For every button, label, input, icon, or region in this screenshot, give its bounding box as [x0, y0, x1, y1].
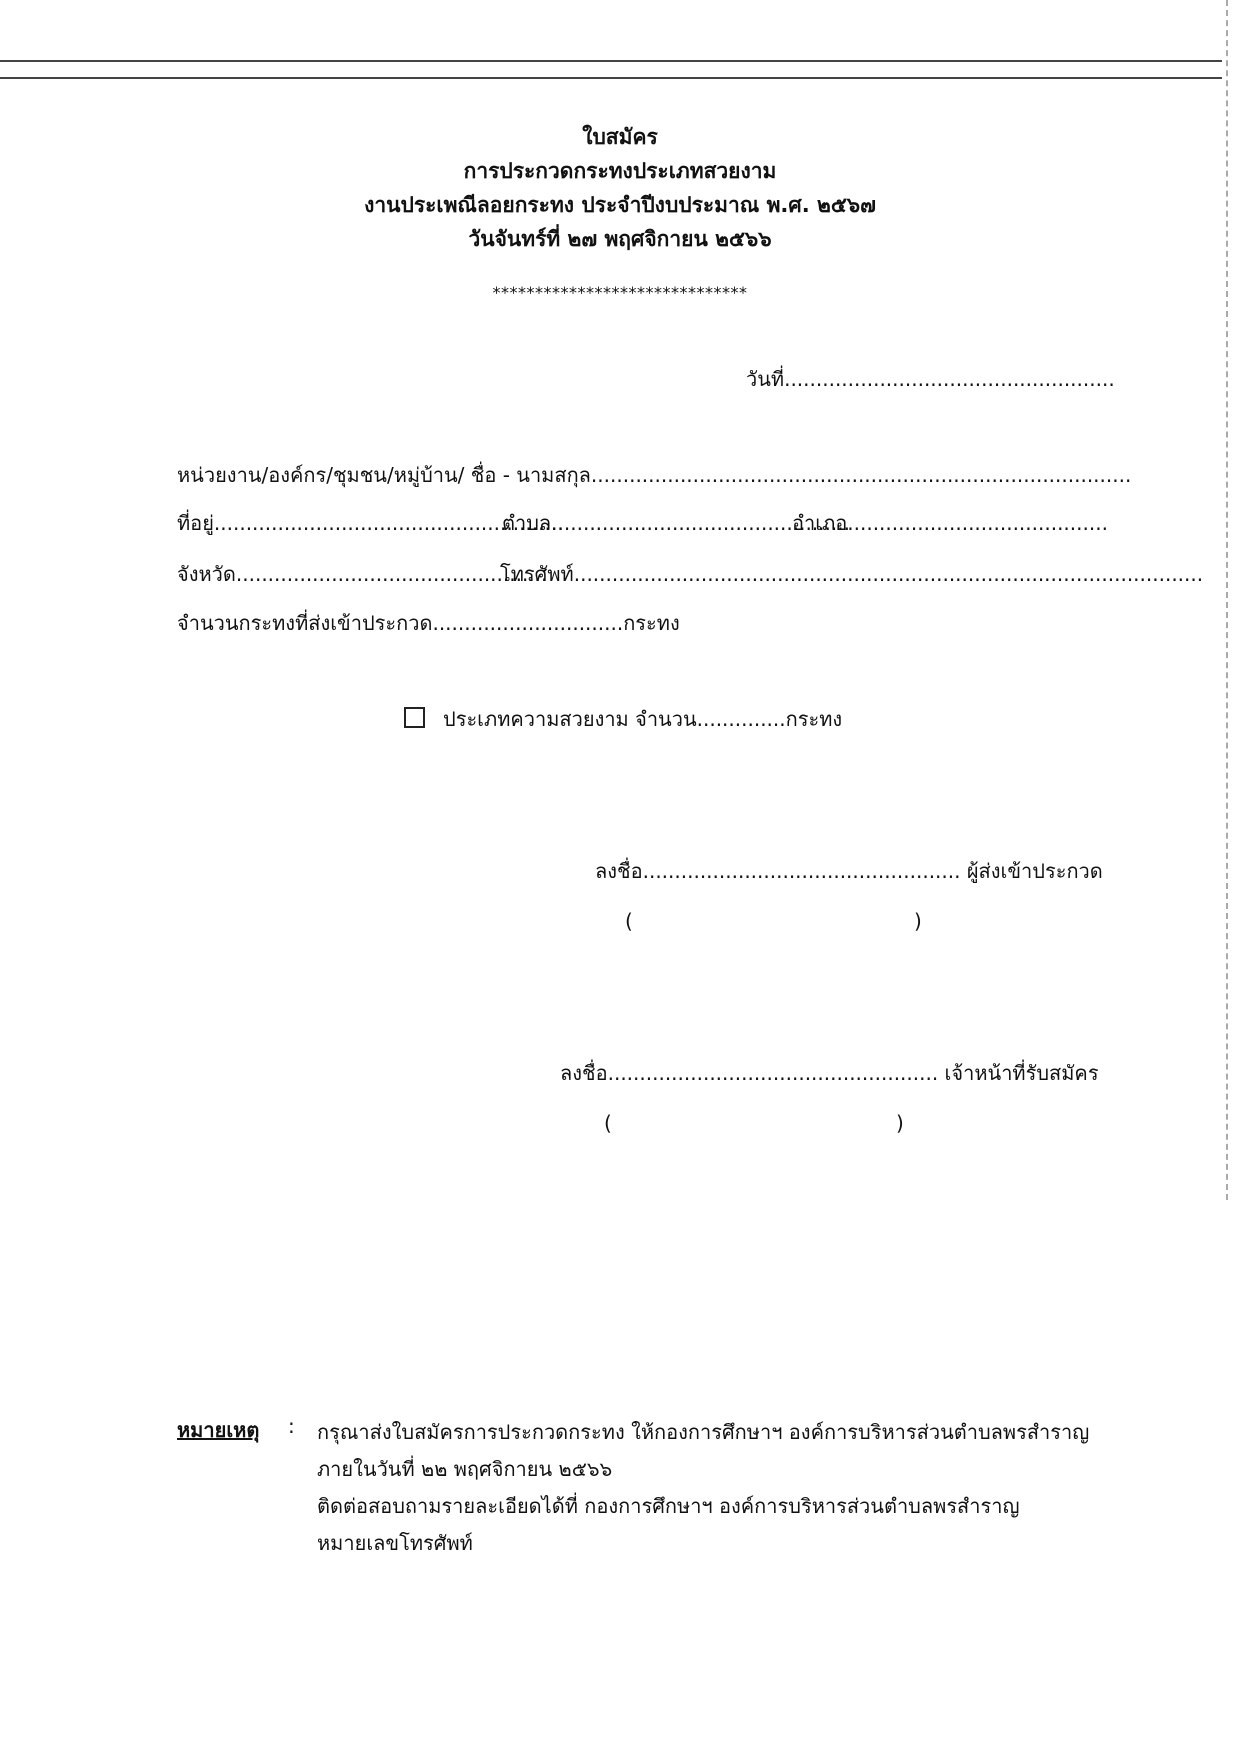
staff-signature-field[interactable]: ลงชื่อ.................................................... เจ้าหน้าที่รับสมัคร — [560, 1061, 1099, 1085]
star-divider: ****************************** — [492, 283, 748, 302]
event-name: งานประเพณีลอยกระทง ประจำปีงบประมาณ พ.ศ. ๒๕๖๗ — [364, 193, 876, 217]
address-field[interactable]: ที่อยู่....................................................... — [177, 511, 564, 535]
note-label: หมายเหตุ — [177, 1418, 260, 1442]
category-label: ประเภทความสวยงาม จำนวน..............กระทง — [443, 707, 843, 731]
submitter-signature-field[interactable]: ลงชื่อ.................................................. ผู้ส่งเข้าประกวด — [595, 859, 1103, 883]
entry-count-field[interactable]: จำนวนกระทงที่ส่งเข้าประกวด..............................กระทง — [177, 611, 680, 635]
district-field[interactable]: อำเภอ......................................... — [792, 511, 1108, 535]
submitter-open-paren: ( — [625, 909, 633, 933]
organization-name-field[interactable]: หน่วยงาน/องค์กร/ชุมชน/หมู่บ้าน/ ชื่อ - นามสกุล..................................................................................... — [177, 463, 1132, 487]
note-line: หมายเลขโทรศัพท์ — [317, 1531, 473, 1555]
note-colon: : — [288, 1414, 295, 1438]
submitter-close-paren: ) — [914, 909, 922, 933]
top-rule — [0, 60, 1222, 62]
note-line: ภายในวันที่ ๒๒ พฤศจิกายน ๒๕๖๖ — [317, 1457, 613, 1481]
staff-close-paren: ) — [896, 1111, 904, 1135]
note-text — [317, 1414, 1089, 1562]
note-line: ติดต่อสอบถามรายละเอียดได้ที่ กองการศึกษาฯ องค์การบริหารส่วนตำบลพรสำราญ — [317, 1494, 1020, 1518]
note-line: กรุณาส่งใบสมัครการประกวดกระทง ให้กองการศึกษาฯ องค์การบริหารส่วนตำบลพรสำราญ — [317, 1420, 1090, 1444]
top-rule-second — [0, 77, 1222, 79]
form-title: ใบสมัคร — [582, 125, 658, 149]
phone-field[interactable]: โทรศัพท์................................................................................................... — [500, 562, 1204, 586]
subdistrict-field[interactable]: ตำบล............................................... — [502, 511, 850, 535]
category-checkbox[interactable] — [404, 707, 425, 728]
form-subtitle: การประกวดกระทงประเภทสวยงาม — [463, 159, 777, 183]
form-header — [0, 120, 1240, 256]
date-field[interactable]: วันที่.................................................... — [746, 367, 1115, 391]
staff-open-paren: ( — [604, 1111, 612, 1135]
province-field[interactable]: จังหวัด................................................. — [177, 562, 548, 586]
event-date: วันจันทร์ที่ ๒๗ พฤศจิกายน ๒๕๖๖ — [468, 227, 772, 251]
